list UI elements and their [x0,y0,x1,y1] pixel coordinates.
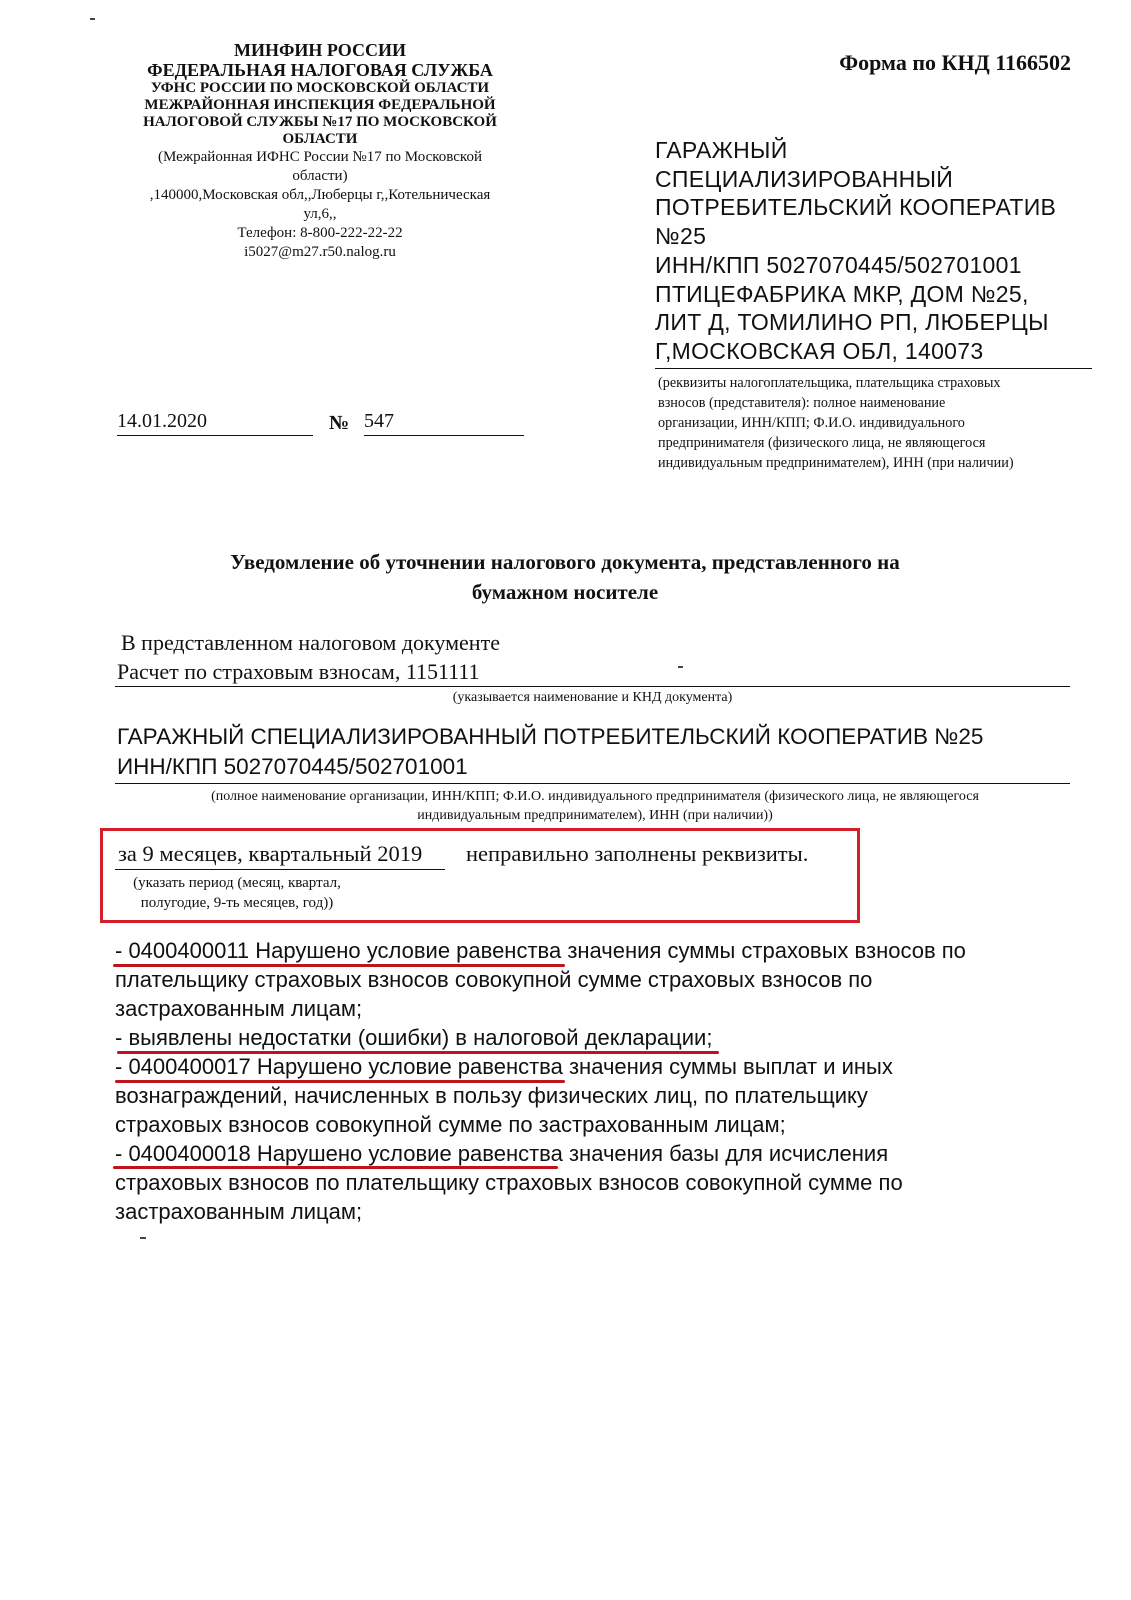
document-title-line2: бумажном носителе [471,580,659,604]
document-number-sign: № [329,412,350,434]
recipient-block [655,136,1085,473]
red-underline [113,1166,558,1169]
authority-email: i5027@m27.r50.nalog.ru [244,244,396,260]
period-hint [112,873,362,913]
org-rule [115,783,1070,784]
red-underline [113,964,565,967]
authority-address-line1: ,140000,Московская обл,,Люберцы г,,Котельническая [149,187,491,203]
authority-regional: УФНС РОССИИ ПО МОСКОВСКОЙ ОБЛАСТИ [150,80,490,96]
section-org-name: ГАРАЖНЫЙ СПЕЦИАЛИЗИРОВАННЫЙ ПОТРЕБИТЕЛЬСКИЙ КООПЕРАТИВ №25 [117,724,984,749]
document-date: 14.01.2020 [117,410,313,436]
red-underline [117,1051,719,1054]
recipient-line: №25 [655,223,707,250]
authority-ministry: МИНФИН РОССИИ [233,40,407,60]
notice-line: - 0400400017 Нарушено условие равенства значения суммы выплат и иных [115,1054,893,1079]
authority-short-name-line1: (Межрайонная ИФНС России №17 по Московской [157,149,482,165]
period-status: неправильно заполнены реквизиты. [466,841,809,866]
recipient-inn: ИНН/КПП 5027070445/502701001 [655,251,1022,278]
authority-inspection-line3: ОБЛАСТИ [282,131,358,147]
recipient-hint-line: организации, ИНН/КПП; Ф.И.О. индивидуального [658,414,965,431]
notice-line: страховых взносов совокупной сумме по застрахованным лицам; [115,1112,786,1137]
recipient-address-line: Г,МОСКОВСКАЯ ОБЛ, 140073 [655,337,984,364]
authority-phone: Телефон: 8-800-222-22-22 [237,225,403,241]
authority-address-line2: ул,6,, [303,206,337,222]
org-hint-line2: индивидуальным предпринимателем), ИНН (при наличии)) [417,808,773,823]
document-title-line1: Уведомление об уточнении налогового документа, представленного на [230,550,900,574]
recipient-address-line: ПТИЦЕФАБРИКА МКР, ДОМ №25, [655,280,1029,307]
notice-line: - 0400400011 Нарушено условие равенства значения суммы страховых взносов по [115,938,966,963]
authority-block [105,40,535,262]
authority-service: ФЕДЕРАЛЬНАЯ НАЛОГОВАЯ СЛУЖБА [147,60,493,80]
section-intro: В представленном налоговом документе [121,630,500,655]
scan-speck [140,1237,146,1239]
notice-line: - выявлены недостатки (ошибки) в налоговой декларации; [115,1025,713,1050]
notice-line: плательщику страховых взносов совокупной сумме страховых взносов по [115,967,873,992]
document-name-hint: (указывается наименование и КНД документа) [452,690,733,705]
scan-speck [90,18,95,20]
recipient-hint-line: (реквизиты налогоплательщика, плательщика страховых [658,374,1001,391]
section-org-inn: ИНН/КПП 5027070445/502701001 [117,754,468,779]
notice-line: вознаграждений, начисленных в пользу физических лиц, по плательщику [115,1083,868,1108]
org-hint-line1: (полное наименование организации, ИНН/КПП; Ф.И.О. индивидуального предпринимателя (физического лица, не являющегося [211,789,979,804]
notice-line: - 0400400018 Нарушено условие равенства значения базы для исчисления [115,1141,889,1166]
authority-short-name-line2: области) [292,168,348,184]
authority-inspection-line2: НАЛОГОВОЙ СЛУЖБЫ №17 ПО МОСКОВСКОЙ [143,114,497,130]
period-value: за 9 месяцев, квартальный 2019 [118,841,423,866]
recipient-rule [655,368,1092,369]
document-name-rule [115,686,1070,687]
org-hint [100,787,1090,825]
recipient-hint-line: предпринимателя (физического лица, не являющегося [658,434,986,451]
recipient-line: ПОТРЕБИТЕЛЬСКИЙ КООПЕРАТИВ [655,194,1057,221]
document-title [120,547,1010,607]
scan-speck [678,666,683,668]
form-code: Форма по КНД 1166502 [839,50,1071,75]
authority-inspection-line1: МЕЖРАЙОННАЯ ИНСПЕКЦИЯ ФЕДЕРАЛЬНОЙ [144,97,496,113]
notice-line: застрахованным лицам; [115,996,363,1021]
recipient-hint [655,373,1085,473]
period-rule [115,869,445,870]
period-hint-line1: (указать период (месяц, квартал, [133,875,341,891]
period-hint-line2: полугодие, 9-ть месяцев, год)) [140,895,334,911]
recipient-hint-line: взносов (представителя): полное наименование [658,394,946,411]
red-underline [115,1080,565,1083]
recipient-address-line: ЛИТ Д, ТОМИЛИНО РП, ЛЮБЕРЦЫ [655,309,1049,336]
document-number: 547 [364,410,524,436]
recipient-line: ГАРАЖНЫЙ [655,137,788,163]
notice-line: страховых взносов по плательщику страховых взносов совокупной сумме по [115,1170,903,1195]
section-document-name: Расчет по страховым взносам, 1151111 [117,659,480,684]
notice-line: застрахованным лицам; [115,1199,363,1224]
recipient-hint-line: индивидуальным предпринимателем), ИНН (при наличии) [658,454,1014,471]
recipient-line: СПЕЦИАЛИЗИРОВАННЫЙ [655,165,954,192]
